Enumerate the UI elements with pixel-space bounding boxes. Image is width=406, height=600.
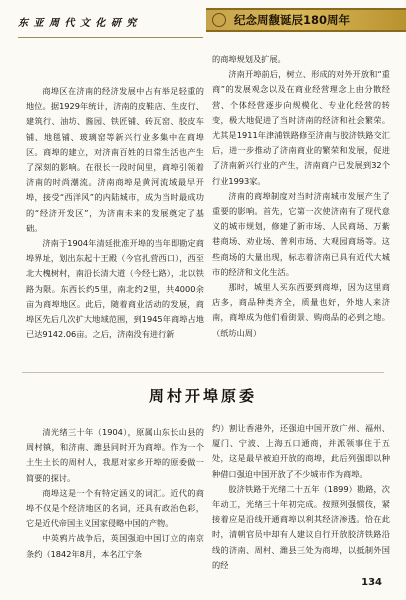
page-number: 134	[361, 577, 382, 588]
page-header	[0, 0, 406, 42]
paragraph: 约）割让香港外，还强迫中国开放广州、福州、厦门、宁波、上海五口通商，并派领事住于五处，这是最早被迫开放的商埠，此后列强即以种种借口强迫中国开放了不少城市作为商埠。	[212, 423, 390, 479]
paragraph: 济南于1904年清廷批准开埠的当年即勘定商埠界址，划出东起十王殿（今官扎营西口），西至北大槐树村，南沿长清大道（今经七路），北以铁路为限。东西长约5里，南北约2里，共4000余亩为商埠地区。此后，随着商业活动的发展，商埠区先后几次扩大地域范围，到1945年商埠占地已达9142.06亩。之后，济南没有进行新	[26, 238, 204, 340]
paragraph: 济南的商埠制度对当时济南城市发展产生了重要的影响。首先，它第一次使济南有了现代意义的城市规划，修建了新市场、人民商场、万紫巷商场、劝业场、普利市场、大观园商场等。这些商场的大量出现，标志着济南已具有近代大城市的经济和文化生活。	[212, 190, 390, 277]
paragraph: 那时，城里人买东西要到商埠，因为这里商店多，商品种类齐全，质量也好，外地人来济南，商埠成为他们看街景、购商品的必到之地。（纸坊山周）	[212, 282, 390, 338]
article2-column-right	[212, 421, 390, 573]
article2-column-left	[26, 425, 204, 562]
paragraph: 济南开埠前后，树立、形成的对外开放和“重商”的发展观念以及在商业经营理念上由分散经营、个体经营逐步向规模化、专业化经营的转变，极大地促进了当时济南的经济和社会繁荣。尤其是1911年津浦铁路修至济南与胶济铁路交汇后，进一步推动了济南商业的繁荣和发展，促进了济南新兴行业的产生，济南商户已发展到32个行业1993家。	[212, 69, 390, 186]
paragraph: 商埠区在济南的经济发展中占有举足轻重的地位。据1929年统计，济南的皮鞋店、生皮行、建筑行、油坊、酱园、铁匠铺、砖瓦窑、胶皮车铺、地毯铺、玻璃窑等新兴行业多集中在商埠区。商埠的建立，对济南百姓的日常生活也产生了深刻的影响。在很长一段时间里，商埠引领着济南的时尚潮流。济南商埠是黄河流域最早开埠，接受“西洋风”的内陆城市，成为当时最成功的“经济开发区”，为济南未来的发展奠定了基础。	[26, 86, 204, 233]
paragraph: 的商埠规划及扩展。	[212, 54, 286, 64]
article1-column-left	[26, 84, 204, 342]
paragraph: 中英鸦片战争后，英国强迫中国订立的南京条约（1842年8月，本名江宁条	[26, 533, 204, 559]
section-banner	[206, 8, 406, 32]
banner-text: 纪念周馥诞辰180周年	[234, 13, 351, 27]
article2-title: 周村开埠原委	[148, 387, 257, 405]
article1-column-right	[212, 52, 390, 341]
section-divider	[22, 372, 384, 373]
paragraph: 清光绪三十年（1904），原属山东长山县的周村镇，和济南、潍县同时开为商埠。作为一个土生土长的周村人，我愿对家乡开埠的原委做一简要的探讨。	[26, 427, 204, 483]
paragraph: 胶济铁路于光绪二十五年（1899）勘路，次年动工，光绪三十年初完成。按照列强惯伎，紧接着应是沿线开通商埠以利其经济渗透。恰在此时，清朝官员中却有人建议自行开放胶济铁路沿线的济南、周村、潍县三处为商埠，以抵制外国的经	[212, 483, 390, 570]
journal-name: 东 亚 周 代 文 化 研 究	[18, 18, 138, 29]
paragraph: 商埠这是一个有特定涵义的词汇。近代的商埠不仅是个经济地区的名词，还具有政治色彩，它是近代帝国主义国家侵略中国的产物。	[26, 487, 204, 529]
header-rule	[18, 37, 203, 38]
banner-ornament-icon	[212, 13, 226, 27]
